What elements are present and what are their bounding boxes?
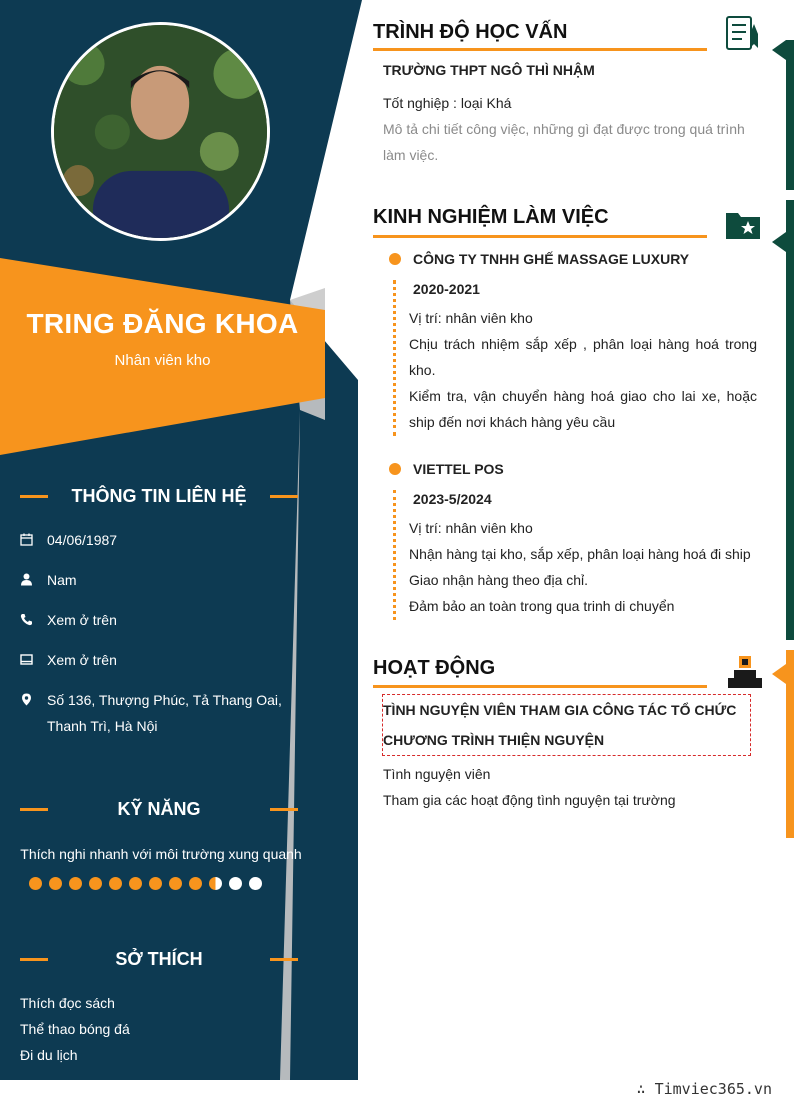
activity-title-line1: TÌNH NGUYỆN VIÊN THAM GIA CÔNG TÁC TỔ CHỨC	[383, 702, 737, 718]
timeline-line	[393, 280, 396, 436]
heading-dash	[20, 808, 48, 811]
contact-address	[20, 687, 320, 739]
skill-rating-dot	[149, 877, 162, 890]
heading-dash	[270, 958, 298, 961]
brand-watermark: ∴ Timviec365.vn	[636, 1080, 772, 1098]
calendar-icon	[20, 527, 47, 555]
job-company: VIETTEL POS	[413, 461, 504, 477]
full-name: TRING ĐĂNG KHOA	[26, 308, 299, 339]
skill-rating-dot	[29, 877, 42, 890]
folder-star-icon	[724, 205, 762, 243]
skill-rating-dot	[169, 877, 182, 890]
education-result: Tốt nghiệp : loại Khá	[383, 95, 512, 111]
job-line: Đảm bảo an toàn trong qua trinh di chuyển	[409, 598, 675, 614]
activity-role: Tình nguyện viên	[383, 766, 491, 782]
hobby-item: Thích đọc sách	[20, 995, 115, 1011]
job-line: Nhận hàng tại kho, sắp xếp, phân loại hàng hoá đi ship	[409, 546, 751, 562]
edge-arrow	[772, 232, 786, 252]
contact-heading-text: THÔNG TIN LIÊN HỆ	[71, 485, 247, 506]
job-period: 2023-5/2024	[413, 491, 492, 507]
contact-email	[20, 647, 320, 675]
contact-birthday-text: 04/06/1987	[47, 532, 118, 548]
hobby-item: Thể thao bóng đá	[20, 1021, 130, 1037]
contact-phone-text: Xem ở trên	[47, 612, 117, 628]
timeline-line	[393, 490, 396, 620]
skill-item: Thích nghi nhanh với môi trường xung quanh	[20, 846, 302, 862]
activity-desc: Tham gia các hoạt động tình nguyện tại trường	[383, 792, 676, 808]
job-company: CÔNG TY TNHH GHẾ MASSAGE LUXURY	[413, 251, 690, 267]
skills-heading	[20, 797, 298, 821]
edge-arrow	[772, 664, 786, 684]
timeline-dot	[389, 463, 401, 475]
email-icon	[20, 647, 47, 675]
contact-gender	[20, 567, 320, 595]
activity-title-line2: CHƯƠNG TRÌNH THIỆN NGUYỆN	[383, 732, 605, 748]
section-underline	[373, 48, 707, 51]
job-line: kho.	[409, 362, 436, 378]
job-period: 2020-2021	[413, 281, 480, 297]
contact-gender-text: Nam	[47, 572, 77, 588]
skill-rating-dot	[249, 877, 262, 890]
activities-heading: HOẠT ĐỘNG	[373, 657, 496, 679]
job-line: ship đến nơi khách hàng yêu cầu	[409, 414, 616, 430]
name-block	[0, 308, 325, 369]
skill-rating-dot	[89, 877, 102, 890]
skill-rating-dot	[69, 877, 82, 890]
section-underline	[373, 235, 707, 238]
edge-bar	[786, 40, 794, 190]
education-school: TRƯỜNG THPT NGÔ THÌ NHẬM	[383, 62, 595, 78]
heading-dash	[20, 958, 48, 961]
job-title: Nhân viên kho	[114, 352, 211, 369]
section-underline	[373, 685, 707, 688]
job-line: Vị trí: nhân viên kho	[409, 310, 533, 326]
skill-rating-dot	[109, 877, 122, 890]
skill-rating-dot	[49, 877, 62, 890]
podium-icon	[726, 652, 764, 690]
job-line: Vị trí: nhân viên kho	[409, 520, 533, 536]
heading-dash	[270, 495, 298, 498]
heading-dash	[270, 808, 298, 811]
skills-heading-text: KỸ NĂNG	[117, 798, 201, 819]
contact-address-line1: Số 136, Thượng Phúc, Tả Thang Oai,	[47, 692, 282, 708]
job-line: Chịu trách nhiệm sắp xếp , phân loại hàng hoá trong	[409, 336, 757, 352]
contact-phone	[20, 607, 320, 635]
job-line: Kiểm tra, vận chuyển hàng hoá giao cho lai xe, hoặc	[409, 388, 757, 404]
skill-rating	[29, 877, 262, 890]
avatar	[51, 22, 270, 241]
contact-address-line2: Thanh Trì, Hà Nội	[47, 718, 158, 734]
contact-birthday	[20, 527, 320, 555]
checklist-icon	[724, 14, 762, 52]
education-desc-line1: Mô tả chi tiết công việc, những gì đạt được trong quá trình	[383, 121, 745, 137]
user-icon	[20, 567, 47, 595]
skill-rating-dot	[229, 877, 242, 890]
edge-bar	[786, 200, 794, 640]
skill-rating-dot	[209, 877, 222, 890]
hobby-item: Đi du lịch	[20, 1047, 78, 1063]
phone-icon	[20, 607, 47, 635]
experience-heading: KINH NGHIỆM LÀM VIỆC	[373, 206, 609, 228]
edge-bar	[786, 650, 794, 838]
heading-dash	[20, 495, 48, 498]
education-heading: TRÌNH ĐỘ HỌC VẤN	[373, 21, 568, 43]
skill-rating-dot	[129, 877, 142, 890]
hobbies-heading-text: SỞ THÍCH	[115, 948, 203, 969]
contact-email-text: Xem ở trên	[47, 652, 117, 668]
education-desc-line2: làm việc.	[383, 147, 439, 163]
job-line: Giao nhận hàng theo địa chỉ.	[409, 572, 589, 588]
timeline-dot	[389, 253, 401, 265]
contact-heading	[20, 484, 298, 508]
hobbies-heading	[20, 947, 298, 971]
skill-rating-dot	[189, 877, 202, 890]
edge-arrow	[772, 40, 786, 60]
location-icon	[20, 687, 47, 739]
